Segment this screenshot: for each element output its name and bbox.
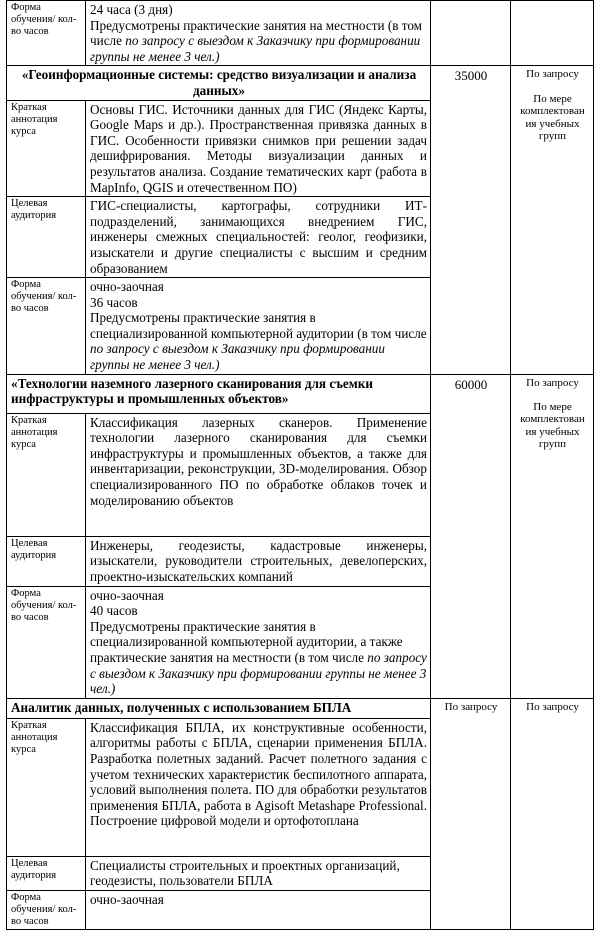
audience-label: Целевая аудитория xyxy=(7,197,86,278)
audience-text: Специалисты строительных и проектных организаций, геодезисты, пользователи БПЛА xyxy=(86,856,431,890)
course-title-row xyxy=(7,374,594,413)
audience-label: Целевая аудитория xyxy=(7,536,86,586)
form-type: очно-заочная xyxy=(90,587,164,603)
annotation-label: Краткая аннотация курса xyxy=(7,100,86,197)
course-title-row xyxy=(7,698,594,718)
course-availability xyxy=(511,374,594,698)
availability-request: По запросу xyxy=(526,68,579,81)
course-title: «Технологии наземного лазерного сканирования для съемки инфраструктуры и промышленных объектов» xyxy=(7,374,431,413)
hours-text: 36 часов xyxy=(90,294,138,310)
form-label: Форма обучения/ кол-во часов xyxy=(7,1,86,66)
courses-table xyxy=(6,0,594,930)
annotation-label: Краткая аннотация курса xyxy=(7,413,86,536)
practice-text: Предусмотрены практические занятия на местности (в том числе по запросу с выездом к Заказчику при формировании группы не менее 3 чел.) xyxy=(90,17,423,64)
availability-request: По запросу xyxy=(526,376,579,389)
table-row xyxy=(7,1,594,66)
hours-text: 40 часов xyxy=(90,603,138,619)
annotation-label: Краткая аннотация курса xyxy=(7,718,86,856)
annotation-text: Классификация БПЛА, их конструктивные особенности, алгоритмы работы с БПЛА, сценарии применения БПЛА. Разработка полетных заданий. Расчет полетного задания с учетом технических характеристик беспилотного аппарата, условий выполнения полета. ПО для обработки результатов применения БПЛА, работа в Agisoft Metashape Professional. Построение цифровой модели и ортофотоплана xyxy=(86,718,431,856)
course-price: По запросу xyxy=(431,698,511,929)
form-label: Форма обучения/ кол-во часов xyxy=(7,586,86,698)
course-title: «Геоинформационные системы: средство визуализации и анализа данных» xyxy=(7,66,431,100)
form-type: очно-заочная xyxy=(86,891,431,930)
audience-label: Целевая аудитория xyxy=(7,856,86,890)
availability-groups: По мере комплектован ия учебных групп xyxy=(520,92,585,142)
annotation-text: Основы ГИС. Источники данных для ГИС (Яндекс Карты, Google Maps и др.). Пространственная привязка данных в ГИС. Особенности привязки снимков при решении задач дешифрирования. Методы визуализации данных и результатов анализа. Создание тематических карт (работа в MapInfo, QGIS и отечественном ПО) xyxy=(86,100,431,197)
duration-text: 24 часа (3 дня) xyxy=(90,2,173,17)
course-price: 60000 xyxy=(431,374,511,698)
course-title: Аналитик данных, полученных с использованием БПЛА xyxy=(7,698,431,718)
form-label: Форма обучения/ кол-во часов xyxy=(7,891,86,930)
course-availability xyxy=(511,66,594,374)
form-label: Форма обучения/ кол-во часов xyxy=(7,278,86,375)
form-cell xyxy=(86,278,431,375)
form-type: очно-заочная xyxy=(90,279,164,295)
document-page xyxy=(6,0,593,930)
practice-text: Предусмотрены практические занятия в специализированной компьютерной аудитории, а также практические занятия на местности (в том числе по запросу с выездом к Заказчику при формировании группы не менее 3 чел.) xyxy=(90,618,427,697)
annotation-text: Классификация лазерных сканеров. Применение технологии лазерного сканирования для съемки инфраструктуры и промышленных объектов, а также для инвентаризации, реконструкции, 3D-моделирования. Обзор специализированного ПО по обработке облаков точек и моделированию объектов xyxy=(86,413,431,536)
practice-text: Предусмотрены практические занятия в специализированной компьютерной аудитории (в том числе по запросу с выездом к Заказчику при формировании группы не менее 3 чел.) xyxy=(90,310,427,373)
course-title-row xyxy=(7,66,594,100)
audience-text: ГИС-специалисты, картографы, сотрудники ИТ-подразделений, занимающихся внедрением ГИС, инженеры смежных специальностей: геолог, геофизики, изыскатели и другие специалисты с высшим и средним образованием xyxy=(86,197,431,278)
form-cell xyxy=(86,586,431,698)
course-price: 35000 xyxy=(431,66,511,374)
audience-text: Инженеры, геодезисты, кадастровые инженеры, изыскатели, руководители строительных, девелоперских, проектно-изыскательских компаний xyxy=(86,536,431,586)
course-availability: По запросу xyxy=(511,698,594,929)
form-cell xyxy=(86,1,431,66)
availability-groups: По мере комплектован ия учебных групп xyxy=(520,401,585,451)
